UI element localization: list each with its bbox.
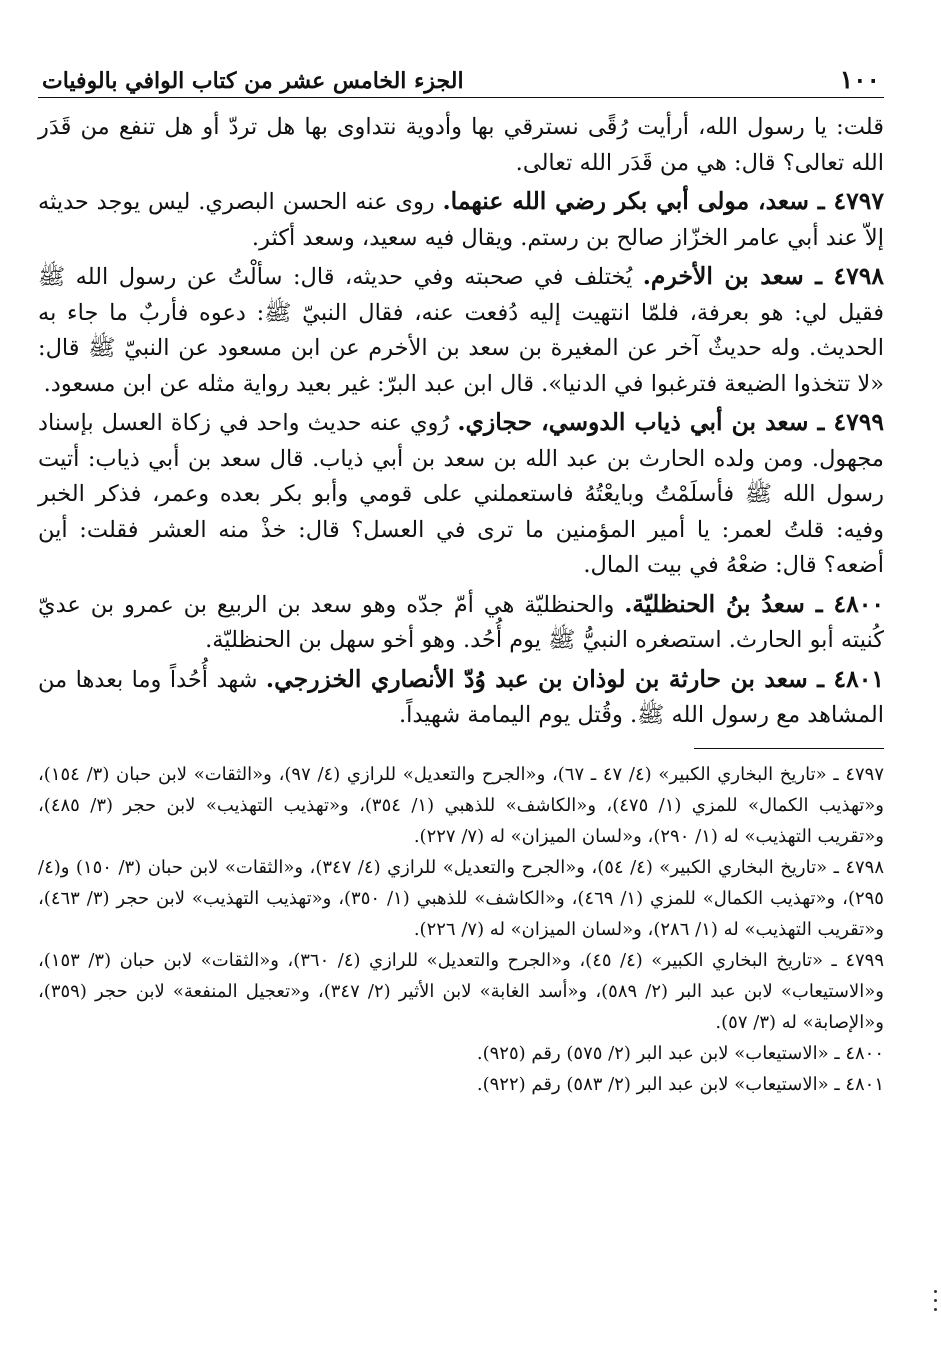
entry-heading: ٤٧٩٨ ـ سعد بن الأخرم. — [642, 262, 884, 290]
book-page — [38, 52, 884, 1100]
entry-4797 — [38, 184, 884, 256]
entry-heading: ٤٧٩٧ ـ سعد، مولى أبي بكر رضي الله عنهما. — [442, 187, 885, 215]
entry-text: روى عنه الحسن البصري. ليس يوجد حديثه إلاّ عند أبي عامر الخزّاز صالح بن رستم. ويقال فيه سعيد، وسعد أكثر. — [38, 189, 884, 251]
footnote-4801: ٤٨٠١ ـ «الاستيعاب» لابن عبد البر (٢/ ٥٨٣) رقم (٩٢٢). — [476, 1073, 884, 1095]
entry-4798 — [38, 259, 884, 402]
entry-4800 — [38, 587, 884, 659]
footnote-4800: ٤٨٠٠ ـ «الاستيعاب» لابن عبد البر (٢/ ٥٧٥) رقم (٩٢٥). — [476, 1042, 884, 1064]
entry-heading: ٤٨٠١ ـ سعد بن حارثة بن لوذان بن عبد وُدّ الأنصاري الخزرجي. — [265, 664, 884, 693]
entry-heading: ٤٧٩٩ ـ سعد بن أبي ذياب الدوسي، حجازي. — [457, 408, 884, 436]
entry-text: رُوي عنه حديث واحد في زكاة العسل بإسناد مجهول. ومن ولده الحارث بن عبد الله بن سعد بن أبي ذياب. قال سعد بن أبي ذياب: أتيت رسول الله ﷺ فأسلَمْتُ وبايعْتُهُ فاستعملني على قومي وأبو بكر بعده وعمر، فذكر الخبر وفيه: قلتُ لعمر: يا أمير المؤمنين ما ترى في العسل؟ قال: خذْ منه العشر فقلت: أين أضعه؟ قال: ضعْهُ في بيت المال. — [38, 410, 884, 578]
main-text — [38, 110, 884, 734]
page-header — [38, 52, 884, 98]
running-title: الجزء الخامس عشر من كتاب الوافي بالوفيات — [42, 68, 464, 94]
entry-text: شهد أُحُداً وما بعدها من المشاهد مع رسول الله ﷺ. وقُتل يوم اليمامة شهيداً. — [38, 666, 884, 728]
footnote-4799: ٤٧٩٩ ـ «تاريخ البخاري الكبير» (٤/ ٤٥)، و«الجرح والتعديل» للرازي (٤/ ٣٦٠)، و«الثقات» لابن حبان (٣/ ١٥٣)، و«الاستيعاب» لابن عبد البر (٢/ ٥٨٩)، و«أسد الغابة» لابن الأثير (٢/ ٣٤٧)، و«تعجيل المنفعة» لابن حجر (٣٥٩)، و«الإصابة» له (٣/ ٥٧). — [38, 949, 884, 1033]
footnote-4797: ٤٧٩٧ ـ «تاريخ البخاري الكبير» (٤/ ٤٧ ـ ٦٧)، و«الجرح والتعديل» للرازي (٤/ ٩٧)، و«الثقات» لابن حبان (٣/ ١٥٤)، و«تهذيب الكمال» للمزي (١/ ٤٧٥)، و«الكاشف» للذهبي (١/ ٣٥٤)، و«تهذيب التهذيب» لابن حجر (٣/ ٤٨٥)، و«تقريب التهذيب» له (١/ ٢٩٠)، و«لسان الميزان» له (٧/ ٢٢٧). — [38, 763, 884, 847]
scan-edge-mark — [934, 1290, 938, 1330]
page-number: ١٠٠ — [839, 65, 880, 94]
entry-4801 — [38, 662, 884, 734]
entry-heading: ٤٨٠٠ ـ سعدُ بنُ الحنظليّة. — [624, 589, 885, 618]
footnote-4798: ٤٧٩٨ ـ «تاريخ البخاري الكبير» (٤/ ٥٤)، و«الجرح والتعديل» للرازي (٤/ ٣٤٧)، و«الثقات» لابن حبان (٣/ ١٥٠) و(٤/ ٢٩٥)، و«تهذيب الكمال» للمزي (١/ ٤٦٩)، و«الكاشف» للذهبي (١/ ٣٥٠)، و«تهذيب التهذيب» لابن حجر (٣/ ٤٦٣)، و«تقريب التهذيب» له (١/ ٢٨٦)، و«لسان الميزان» له (٧/ ٢٢٦). — [38, 856, 884, 940]
entry-4799 — [38, 405, 884, 584]
entry-text: والحنظليّة هي أمّ جدّه وهو سعد بن الربيع بن عمرو بن عديّ كُنيته أبو الحارث. استصغره النبيُّ ﷺ يوم أُحُد. وهو أخو سهل بن الحنظليّة. — [38, 591, 884, 653]
entry-text: يُختلف في صحبته وفي حديثه، قال: سألْتُ عن رسول الله ﷺ فقيل لي: هو بعرفة، فلمّا انتهيت إليه دُفعت عنه، فقال النبيّ ﷺ: دعوه فأربٌ ما جاء به الحديث. وله حديثٌ آخر عن المغيرة بن سعد بن الأخرم عن ابن مسعود عن النبيّ ﷺ قال: «لا تتخذوا الضيعة فترغبوا في الدنيا». قال ابن عبد البرّ: غير بعيد رواية مثله عن ابن مسعود. — [38, 264, 884, 397]
footnote-divider — [694, 748, 884, 749]
footnotes — [38, 759, 884, 1100]
paragraph-continuation: قلت: يا رسول الله، أرأيت رُقًى نسترقي بها وأدوية نتداوى بها هل تردّ أو هل تنفع من قَدَر الله تعالى؟ قال: هي من قَدَر الله تعالى. — [38, 114, 884, 176]
